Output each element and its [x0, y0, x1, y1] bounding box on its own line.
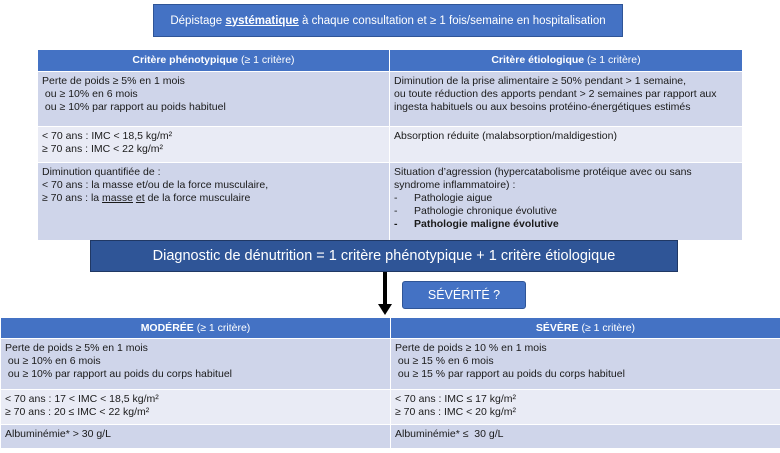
severity-box	[402, 281, 526, 309]
moderate-bmi-cell: < 70 ans : 17 < IMC < 18,5 kg/m² ≥ 70 ans : 20 ≤ IMC < 22 kg/m²	[1, 390, 391, 425]
list-item: - Pathologie chronique évolutive	[394, 205, 558, 217]
diagnostic-text: Diagnostic de dénutrition = 1 critère phénotypique + 1 critère étiologique	[152, 248, 616, 264]
table-row	[1, 339, 780, 390]
diagnostic-box	[90, 240, 678, 272]
phenotypic-weight-loss-cell: Perte de poids ≥ 5% en 1 mois ou ≥ 10% en 6 mois ou ≥ 10% par rapport au poids habituel	[38, 72, 390, 127]
table-header-row	[1, 318, 780, 339]
list-item: - Pathologie aigue	[394, 192, 493, 204]
severity-criteria-table	[0, 317, 780, 449]
phenotypic-muscle-cell: Diminution quantifiée de : < 70 ans : la masse et/ou de la force musculaire, ≥ 70 ans : la masse et de la force musculaire	[38, 163, 390, 241]
severe-bmi-cell: < 70 ans : IMC ≤ 17 kg/m² ≥ 70 ans : IMC < 20 kg/m²	[391, 390, 780, 425]
table-header-row	[38, 50, 743, 72]
severe-header: SÉVÈRE (≥ 1 critère)	[391, 318, 780, 339]
table-row	[1, 390, 780, 425]
table-row	[38, 127, 743, 163]
screening-box	[153, 4, 623, 37]
table-row	[1, 425, 780, 449]
moderate-header: MODÉRÉE (≥ 1 critère)	[1, 318, 391, 339]
moderate-albumin-cell: Albuminémie* > 30 g/L	[1, 425, 391, 449]
diagnosis-criteria-table	[37, 49, 743, 241]
etiologic-header: Critère étiologique (≥ 1 critère)	[390, 50, 743, 72]
moderate-weight-loss-cell: Perte de poids ≥ 5% en 1 mois ou ≥ 10% en 6 mois ou ≥ 10% par rapport au poids du corps habituel	[1, 339, 391, 390]
down-arrow-icon	[378, 304, 392, 315]
phenotypic-bmi-cell: < 70 ans : IMC < 18,5 kg/m² ≥ 70 ans : IMC < 22 kg/m²	[38, 127, 390, 163]
phenotypic-header: Critère phénotypique (≥ 1 critère)	[38, 50, 390, 72]
down-arrow-shaft	[383, 272, 387, 306]
screening-emphasis: systématique	[225, 14, 299, 27]
severe-weight-loss-cell: Perte de poids ≥ 10 % en 1 mois ou ≥ 15 % en 6 mois ou ≥ 15 % par rapport au poids du corps habituel	[391, 339, 780, 390]
severe-albumin-cell: Albuminémie* ≤ 30 g/L	[391, 425, 780, 449]
etiologic-aggression-cell: Situation d’agression (hypercatabolisme protéique avec ou sans syndrome inflammatoire) : - Pathologie aigue - Pathologie chronique évolutive - Pathologie maligne évolutive	[390, 163, 743, 241]
etiologic-intake-cell: Diminution de la prise alimentaire ≥ 50% pendant > 1 semaine, ou toute réduction des apports pendant > 2 semaines par rapport aux ingesta habituels ou aux besoins protéino-énergétiques estimés	[390, 72, 743, 127]
list-item: - Pathologie maligne évolutive	[394, 218, 559, 230]
etiologic-absorption-cell: Absorption réduite (malabsorption/maldigestion)	[390, 127, 743, 163]
table-row	[38, 163, 743, 241]
table-row	[38, 72, 743, 127]
severity-text: SÉVÉRITÉ ?	[427, 288, 501, 302]
screening-text: Dépistage systématique à chaque consultation et ≥ 1 fois/semaine en hospitalisation	[170, 14, 606, 27]
